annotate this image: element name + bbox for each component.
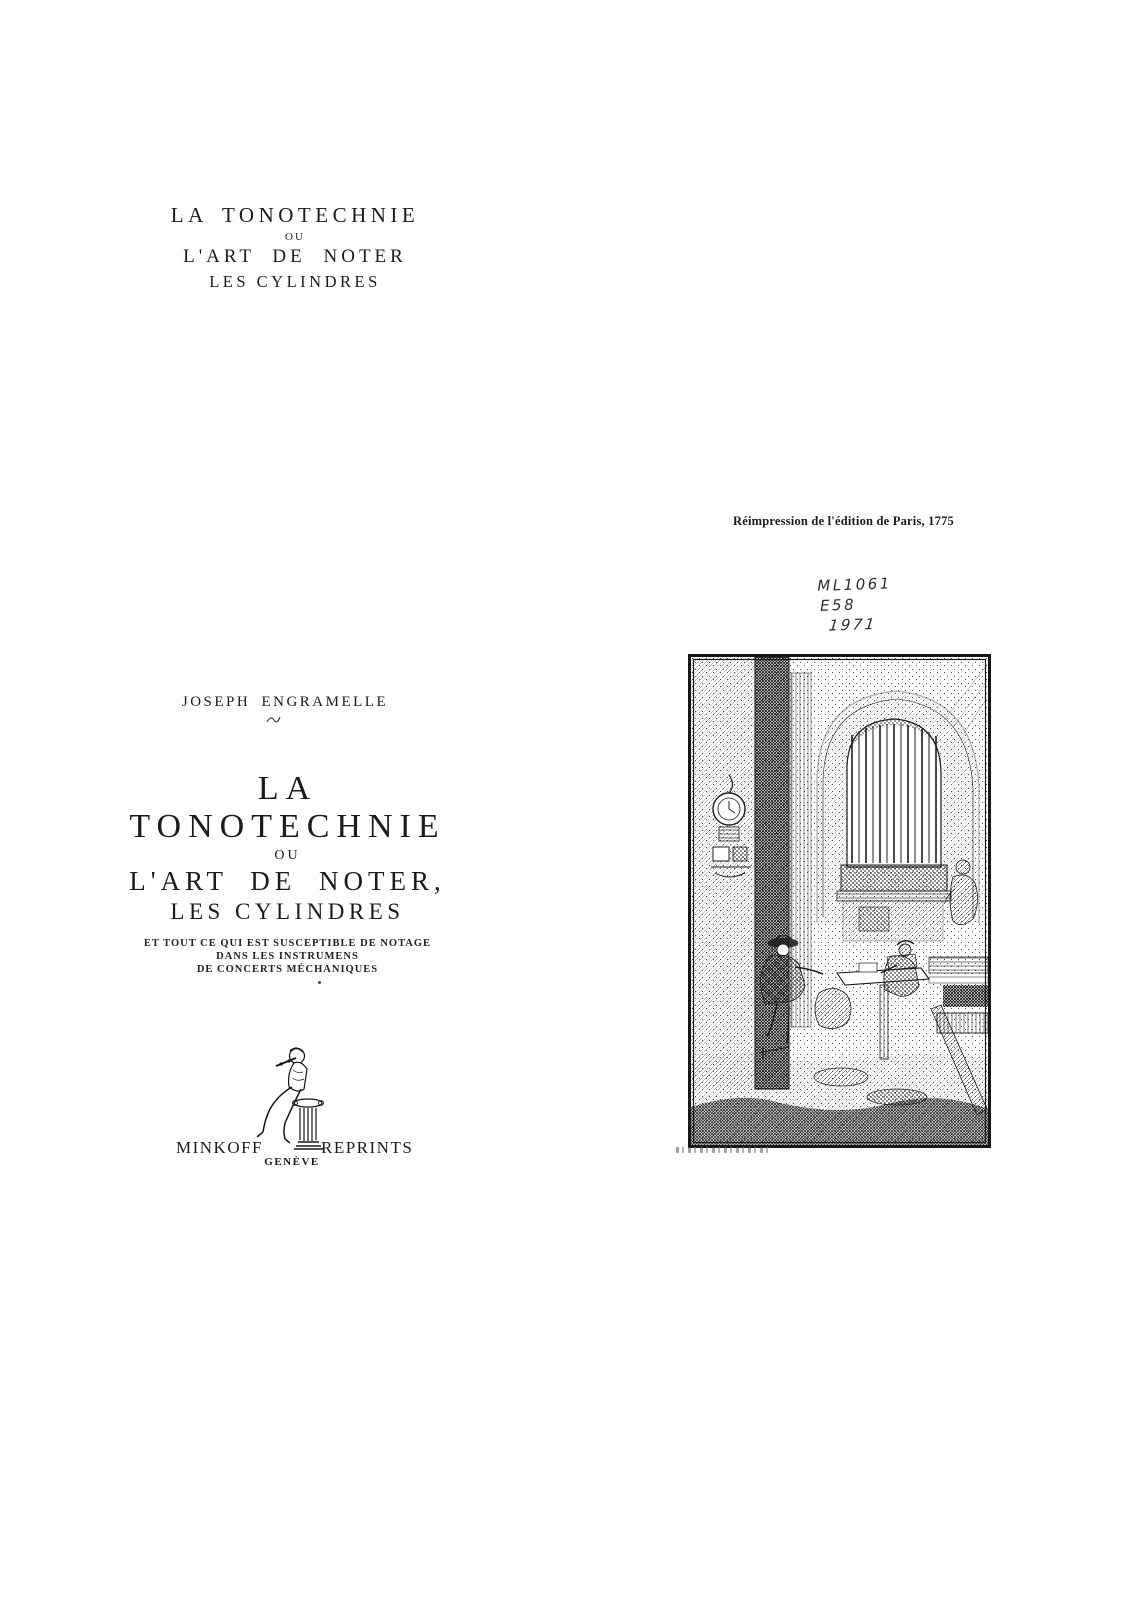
subtitle-line2: DANS LES INSTRUMENS: [216, 951, 359, 962]
illegible-caption-marks: [676, 1147, 772, 1153]
handwritten-call-number: [817, 572, 929, 636]
call-number-line1: ML1061: [817, 574, 893, 595]
publisher-name-right: REPRINTS: [321, 1138, 414, 1157]
title-line1: LA TONOTECHNIE: [129, 770, 446, 845]
printers-mark-squiggle: [264, 713, 282, 725]
engraving-art: [691, 657, 988, 1145]
half-title-block: [140, 203, 450, 292]
author-name: JOSEPH ENGRAMELLE: [181, 694, 389, 710]
half-title-line1: LA TONOTECHNIE: [170, 203, 420, 227]
call-number-line2: E58: [819, 595, 857, 615]
title-line3: LES CYLINDRES: [170, 899, 405, 924]
half-title-line2: L'ART DE NOTER: [183, 246, 407, 267]
title-connector: OU: [274, 848, 301, 863]
subtitle-block: [95, 937, 480, 976]
frontispiece-engraving: [688, 654, 991, 1148]
stray-ink-dot: [318, 981, 321, 984]
publisher-name-left: MINKOFF: [176, 1138, 264, 1157]
half-title-line3: LES CYLINDRES: [209, 272, 381, 291]
subtitle-line1: ET TOUT CE QUI EST SUSCEPTIBLE DE NOTAGE: [143, 938, 432, 949]
reprint-note: Réimpression de l'édition de Paris, 1775: [733, 514, 954, 528]
title-line2: L'ART DE NOTER,: [129, 866, 446, 896]
half-title-connector: OU: [285, 231, 305, 243]
main-title-block: [95, 770, 480, 976]
publisher-city: GENÈVE: [264, 1156, 320, 1168]
subtitle-line3: DE CONCERTS MÉCHANIQUES: [196, 964, 379, 975]
flute-player-logo-icon: [256, 1044, 328, 1154]
call-number-line3: 1971: [827, 614, 878, 635]
